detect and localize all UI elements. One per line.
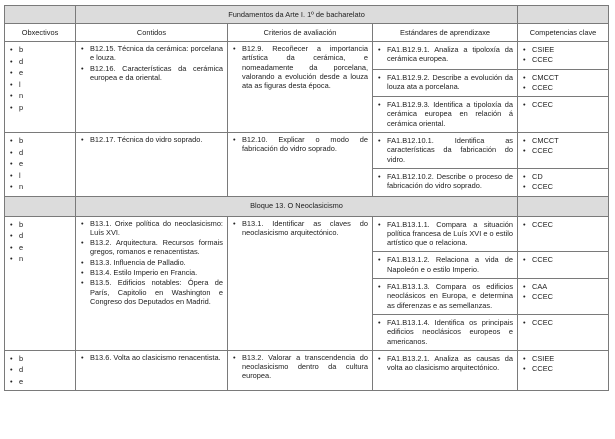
objective-item: • b [9,353,71,365]
objective-item: • p [9,102,71,114]
standard-cell [373,97,518,133]
objective-item: • e [9,376,71,388]
competence-item-list [522,45,604,65]
criteria-list [232,135,368,154]
content-item-list [80,353,223,362]
competences-cell [518,350,609,390]
standard-item: • FA1.B13.2.1. Analiza as causas da volta ao clasicismo arquitectónico. [377,354,513,373]
table-row [5,350,609,390]
standard-cell [373,314,518,350]
standard-item: • FA1.B13.1.1. Compara a situación política francesa de Luís XVI e o estilo artístico que o relaciona. [377,220,513,248]
criteria-cell [228,42,373,133]
standard-list [377,172,513,191]
header-competences: Competencias clave [518,24,609,42]
criteria-list [232,44,368,90]
standard-list [377,255,513,274]
standard-item: • FA1.B13.1.4. Identifica os principais edificios neoclásicos europeos e americanos. [377,318,513,346]
competence-item-list [522,172,604,192]
standard-cell [373,133,518,169]
objective-item: • l [9,79,71,91]
objective-item: • b [9,135,71,147]
standard-cell [373,350,518,390]
objective-item: • e [9,158,71,170]
content-item: • B12.17. Técnica do vidro soprado. [80,135,223,144]
objective-item: • d [9,230,71,242]
competence-item-list [522,220,604,229]
standard-item: • FA1.B12.9.1. Analiza a tipoloxía da cerámica europea. [377,45,513,64]
standard-cell [373,168,518,196]
objectives-cell [5,42,76,133]
block-corner-cell [518,196,609,216]
objective-item-list [9,44,71,114]
objective-item: • n [9,90,71,102]
criteria-item: • B13.2. Valorar a transcendencia do neoclasicismo dentro da cultura europea. [232,353,368,381]
competence-item-list [522,318,604,327]
standard-list [377,100,513,128]
title-row [5,6,609,24]
competences-cell [518,314,609,350]
competence-item: • CCEC [522,318,604,327]
competence-item: • CCEC [522,100,604,109]
competence-item-list [522,136,604,156]
competences-cell [518,69,609,97]
objective-item: • b [9,219,71,231]
corner-cell [518,6,609,24]
standard-cell [373,69,518,97]
competences-cell [518,216,609,252]
competence-item-list [522,282,604,302]
content-item-list [80,135,223,144]
table-row [5,42,609,70]
competence-item: • CAA [522,282,604,291]
content-item: • B12.16. Características da cerámica europea e da oriental. [80,64,223,83]
objective-item: • e [9,242,71,254]
standard-cell [373,279,518,315]
competence-item: • CSIEE [522,354,604,363]
standard-cell [373,252,518,279]
contents-cell [76,133,228,196]
table-row [5,216,609,252]
objectives-cell [5,133,76,196]
criteria-cell [228,133,373,196]
standard-list [377,136,513,164]
criteria-item: • B13.1. Identificar as claves do neoclasicismo arquitectónico. [232,219,368,238]
objective-item: • d [9,147,71,159]
standard-list [377,282,513,310]
content-item: • B13.3. Influencia de Palladio. [80,258,223,267]
content-item: • B13.6. Volta ao clasicismo renacentista. [80,353,223,362]
contents-cell [76,42,228,133]
curriculum-table-body [5,6,609,391]
objective-item: • e [9,67,71,79]
standard-item: • FA1.B12.10.1. Identifica as características da fabricación do vidro. [377,136,513,164]
competence-item: • CCEC [522,146,604,155]
content-item: • B13.2. Arquitectura. Recursos formais gregos, romanos e renacentistas. [80,238,223,257]
competences-cell [518,252,609,279]
objective-item: • d [9,56,71,68]
standard-item: • FA1.B13.1.2. Relaciona a vida de Napoleón e o estilo Imperio. [377,255,513,274]
criteria-cell [228,216,373,350]
competences-cell [518,42,609,70]
competence-item: • CSIEE [522,45,604,54]
competence-item: • CCEC [522,220,604,229]
header-criteria: Criterios de avaliación [228,24,373,42]
objective-item: • n [9,181,71,193]
criteria-list [232,219,368,238]
competences-cell [518,279,609,315]
competence-item: • CCEC [522,255,604,264]
objective-item-list [9,219,71,265]
competence-item: • CCEC [522,182,604,191]
standard-list [377,354,513,373]
standard-list [377,318,513,346]
content-item-list [80,219,223,307]
competence-item: • CCEC [522,364,604,373]
content-item: • B13.1. Orixe política do neoclasicismo: Luís XVI. [80,219,223,238]
curriculum-table [4,5,609,391]
header-standards: Estándares de aprendizaxe [373,24,518,42]
competences-cell [518,133,609,169]
objective-item: • b [9,44,71,56]
standard-item: • FA1.B12.9.2. Describe a evolución da louza ata a porcelana. [377,73,513,92]
objective-item-list [9,353,71,388]
criteria-cell [228,350,373,390]
contents-cell [76,216,228,350]
header-row [5,24,609,42]
objective-item: • d [9,364,71,376]
objective-item: • l [9,170,71,182]
corner-cell [5,6,76,24]
objective-item: • n [9,253,71,265]
criteria-item: • B12.10. Explicar o modo de fabricación do vidro soprado. [232,135,368,154]
objectives-cell [5,216,76,350]
competence-item: • CMCCT [522,136,604,145]
competences-cell [518,97,609,133]
competence-item-list [522,354,604,374]
header-contents: Contidos [76,24,228,42]
objective-item-list [9,135,71,193]
block-corner-cell [5,196,76,216]
header-objectives: Obxectivos [5,24,76,42]
competence-item: • CCEC [522,83,604,92]
criteria-list [232,353,368,381]
standard-item: • FA1.B13.1.3. Compara os edificios neoclásicos en Europa, e determina as diferenzas e as semellanzas. [377,282,513,310]
competence-item: • CCEC [522,55,604,64]
standard-cell [373,216,518,252]
competence-item: • CCEC [522,292,604,301]
standard-item: • FA1.B12.10.2. Describe o proceso de fabricación do vidro soprado. [377,172,513,191]
block-row [5,196,609,216]
table-row [5,133,609,169]
competence-item-list [522,73,604,93]
standard-list [377,73,513,92]
content-item: • B13.5. Edificios notables: Ópera de París, Capitolio en Washington e Congreso dos Deputados en Madrid. [80,278,223,306]
competence-item-list [522,255,604,264]
competences-cell [518,168,609,196]
objectives-cell [5,350,76,390]
content-item-list [80,44,223,82]
contents-cell [76,350,228,390]
block-title: Bloque 13. O Neoclasicismo [76,196,518,216]
competence-item: • CD [522,172,604,181]
competence-item: • CMCCT [522,73,604,82]
competence-item-list [522,100,604,109]
table-title: Fundamentos da Arte I. 1º de bacharelato [76,6,518,24]
standard-cell [373,42,518,70]
standard-list [377,220,513,248]
content-item: • B12.15. Técnica da cerámica: porcelana e louza. [80,44,223,63]
standard-list [377,45,513,64]
criteria-item: • B12.9. Recoñecer a importancia artística da cerámica, e nomeadamente da porcelana, valorando a evolución desde a louza ata as figuras desta época. [232,44,368,90]
content-item: • B13.4. Estilo Imperio en Francia. [80,268,223,277]
standard-item: • FA1.B12.9.3. Identifica a tipoloxía da cerámica europea en relación á cerámica oriental. [377,100,513,128]
